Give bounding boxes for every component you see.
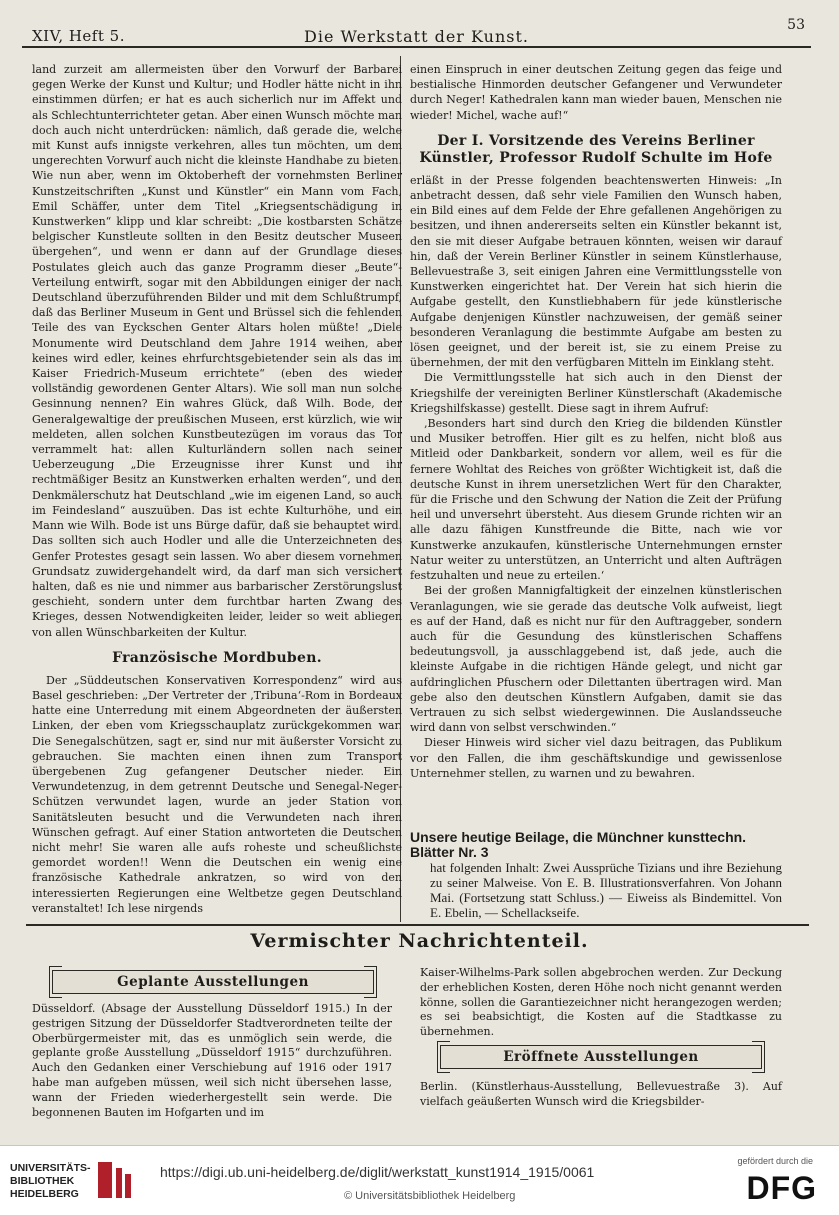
news-text-continued: Kaiser-Wilhelms-Park sollen abgebrochen werden. Zur Deckung der erheblichen Kosten, deren Höhe noch nicht genannt werden könne, sollen die Garantiezeichner nicht herangezogen werden; es sei beabsichtigt, die Kosten auf die Stadtkasse zu übernehmen. [420,966,782,1039]
article-heading: Französische Mordbuben. [112,649,322,666]
section-title: Vermischter Nachrichtenteil. [250,930,589,952]
permalink-url[interactable]: https://digi.ub.uni-heidelberg.de/diglit/werkstatt_kunst1914_1915/0061 [160,1164,595,1180]
article-paragraph: Bei der großen Mannigfaltigkeit der einzelnen künstlerischen Veranlagungen, wie sie gerade das deutsche Volk aufweist, liegt es auf der Hand, daß es nicht nur für den Auftraggeber, sondern auch für die Gesundung des künstlerischen Schaffens bedeutungsvoll, ja ausschlaggebend ist, daß jede, auch die kleinste Aufgabe in die richtigen Hände gelegt, und nicht gar aufdringlichen Pfuschern oder Dilettanten übertragen wird. Man gebe also den deutschen Künstlern Aufgaben, damit sie das Vertrauen zu sich selbst wiedergewinnen. Die Auslandsseuche wird dann von selbst verschwinden.“ [410,584,782,735]
page-number: 53 [787,17,805,33]
library-name [10,1162,91,1201]
right-column [410,62,782,781]
supplement-text: hat folgenden Inhalt: Zwei Aussprüche Tizians und ihre Beziehung zu seiner Malweise. Von E. B. Illustrationsverfahren. Von Johann Mai. (Fortsetzung statt Schluss.) — Eiweiss als Bindemittel. Von E. Ebelin, — Schellackseife. [430,860,782,920]
article-paragraph: Dieser Hinweis wird sicher viel dazu beitragen, das Publikum vor den Fallen, die ihm geschäftskundige und gewissenlose Unternehmer stellen, zu warnen und zu bewahren. [410,736,782,780]
article-paragraph: land zurzeit am allermeisten über den Vorwurf der Barbarei gegen Werke der Kunst und Kultur; und Hodler hätte nicht in ihn einstimmen dürfen; er hat es auch sicherlich nur im Affekt und als Schlechtunterrichteter getan. Aber einen Wunsch möchte man doch auch nicht unterdrücken: nämlich, daß gerade die, welche mit Kunst aufs innigste verkehren, alles tun möchten, um dem ungerechten Vorwurf auch nicht die kleinste Handhabe zu bieten. Wie nun aber, wenn im Oktoberheft der vornehmsten Berliner Kunstzeitschriften „Kunst und Künstler“ ein Mann vom Fach, Emil Schäffer, unter dem Titel „Kriegsentschädigung in Kunstwerken“ klipp und klar schreibt: „Die kostbarsten Schätze belgischer Kunstleute sollten in den Besitz deutscher Museen übergehen“, und wenn er dann auf der Grundlage dieses Postulates gleich auch das ganze Programm dieser „Beute“-Verteilung entwirft, sogar mit den Abbildungen einiger der nach Deutschland überzuführenden Bilder und mit dem Schlußtrumpf, daß das Berliner Museum in Gent und Brüssel sich die fehlenden Teile des van Eyckschen Genter Altars holen müßte! „Diele Monumente wird Deutschland dem Jahre 1914 weihen, aber keines wird edler, keines ehrfurchtsgebietender sein als das im Kaiser Friedrich-Museum errichtete“ (eben des wieder vollständig gewordenen Genter Altars). Wie soll man nun solche Gesinnung nennen? Ein wahres Glück, daß Wilh. Bode, der Generalgewaltige der preußischen Museen, erst kürzlich, wie wir meldeten, allen solchen Kunstbeutezügen im voraus das Tor verrammelt hat: allen Kulturländern sollen nach seiner Ueberzeugung „Die Erzeugnisse ihrer Kunst und ihr rechtmäßiger Besitz an Kunstwerken erhalten werden“, und den Denkmälerschutz hat Deutschland „wie im eigenen Land, so auch im Feindesland“ auszuüben. Das ist echte Kulturhöhe, und ein Mann wie Wilh. Bode ist uns Bürge dafür, daß sie behauptet wird. Das sollten sich auch Hodler und alle die Unterzeichneten des Genfer Protestes gesagt sein lassen. Wo aber diesem vornehmen Grundsatz zuwidergehandelt wird, da darf man sich versichert halten, daß es nie und nimmer aus barbarischer Zerstörungslust geschieht, sondern unter dem furchtbar harten Zwang des Krieges, dessen Notwendigkeiten leider, leider so weit abliegen von allen Wünschbarkeiten der Kultur. [32,63,402,639]
library-name-line: UNIVERSITÄTS- [10,1162,91,1174]
section-divider [26,924,809,926]
planned-exhibitions-text: Düsseldorf. (Absage der Ausstellung Düsseldorf 1915.) In der gestrigen Sitzung der Düsseldorfer Stadtverordneten teilte der Oberbürgermeister mit, das es unmöglich sein werde, die geplante große Ausstellung „Düsseldorf 1915“ durchzuführen. Auch den Gedanken einer Verschiebung auf 1916 oder 1917 habe man aufgeben müssen, weil sich nicht übersehen lasse, wann der Frieden wiederhergestellt sein werde. Die begonnenen Bauten im Hofgarten und im [32,1002,392,1119]
article-paragraph: erläßt in der Presse folgenden beachtenswerten Hinweis: „In anbetracht dessen, daß sehr viele Familien den Wunsch haben, ein Bild eines auf dem Felde der Ehre gefallenen Angehörigen zu besitzen, und ihnen andererseits selten ein Künstler bekannt ist, den sie mit dieser Aufgabe betrauen könnten, weisen wir darauf hin, daß der Verein Berliner Künstler in seinem Künstlerhause, Bellevuestraße 3, seit einigen Jahren eine Vermittlungsstelle von Kunstwerken eingerichtet hat. Der Verein hat sich hierin die Aufgabe gestellt, den Kunstliebhabern für jede künstlerische Aufgabe denjenigen Künstler nachzuweisen, der gemäß seiner besonderen Veranlagung die bestimmte Aufgabe am besten zu lösen geeignet, und der bereit ist, sie zu einem Preise zu übernehmen, der mit den verfügbaren Mitteln im Einklang steht. [410,173,782,370]
article-paragraph: einen Einspruch in einer deutschen Zeitung gegen das feige und bestialische Hinmorden deutscher Gefangener und Verwundeter durch Neger! Kathedralen kann man wieder bauen, Menschen nie wieder! Michel, wache auf!“ [410,63,782,122]
article-heading: Der I. Vorsitzende des Vereins Berliner Künstler, Professor Rudolf Schulte im Hofe [419,132,773,166]
volume-label: XIV, Heft 5. [32,27,125,45]
copyright-notice: © Universitätsbibliothek Heidelberg [344,1190,516,1202]
library-name-line: BIBLIOTHEK [10,1175,75,1187]
journal-title: Die Werkstatt der Kunst. [304,27,529,46]
opened-exhibitions-text: Berlin. (Künstlerhaus-Ausstellung, Bellevuestraße 3). Auf vielfach geäußerten Wunsch wird die Kriegsbilder- [420,1080,782,1108]
library-emblem-icon [96,1160,134,1200]
article-paragraph: Der „Süddeutschen Konservativen Korrespondenz“ wird aus Basel geschrieben: „Der Vertreter der ‚Tribuna‘-Rom in Bordeaux hatte eine Unterredung mit einem Abgeordneten der äußersten Linken, der eben vom Kriegsschauplatz zurückgekommen war. Die Senegalschützen, sagt er, sind nur mit äußerster Vorsicht zu gebrauchen. Sie machten einen ihnen zum Transport übergebenen Zug gefangener Deutscher nieder. Ein Verwundetenzug, in dem getrennt Deutsche und Senegal-Neger-Schützen verwundet lagen, wurde an jeder Station von Sanitätsleuten besucht und die Verwundeten nach ihren Wünschen gefragt. Auf einer Station antworteten die Deutschen nicht mehr! Sie waren alle aufs roheste und scheußlichste gemordet worden!! Wenn die Deutschen ein wenig eine französische Kathedrale ankratzen, so wird von den interessierten Regierungen eine Weltbetze gegen Deutschland veranstaltet! Ich lese nirgends [32,673,402,915]
article-paragraph: ‚Besonders hart sind durch den Krieg die bildenden Künstler und Musiker betroffen. Hier gilt es zu helfen, nicht bloß aus Mitleid oder Dankbarkeit, sondern vor allem, weil es für die fernere Wohltat des Reiches von größter Wichtigkeit ist, daß die deutsche Kunst in ihrem unersetzlichen Wert für den Charakter, für die Frische und den Schwung der Nation die Zeit der Prüfung heil und unversehrt übersteht. Aus diesem Grunde richten wir an alle dazu fähigen Kunstfreunde die Bitte, nach wie vor Kunstwerke anzukaufen, künstlerische Unternehmungen ernster Natur weiter zu unterstützen, an Unterricht und alten Aufträgen festzuhalten und neue zu erteilen.‘ [410,417,782,583]
left-column [32,62,402,916]
supplement-notice [410,830,782,920]
box-title-opened: Eröffnete Ausstellungen [440,1045,762,1069]
supplement-lead: Unsere heutige Beilage, die Münchner kunsttechn. Blätter Nr. 3 [410,829,747,860]
viewer-footer [0,1145,839,1215]
box-title-planned: Geplante Ausstellungen [52,970,374,994]
funding-caption: gefördert durch die [737,1156,813,1166]
dfg-logo[interactable]: DFG [746,1170,817,1206]
library-logo[interactable] [10,1158,160,1204]
page-header [22,12,811,48]
library-name-line: HEIDELBERG [10,1188,79,1200]
article-paragraph: Die Vermittlungsstelle hat sich auch in den Dienst der Kriegshilfe der vereinigten Berliner Künstlerschaft (Akademische Kriegshilfskasse) gestellt. Diese sagt in ihrem Aufruf: [410,371,782,415]
